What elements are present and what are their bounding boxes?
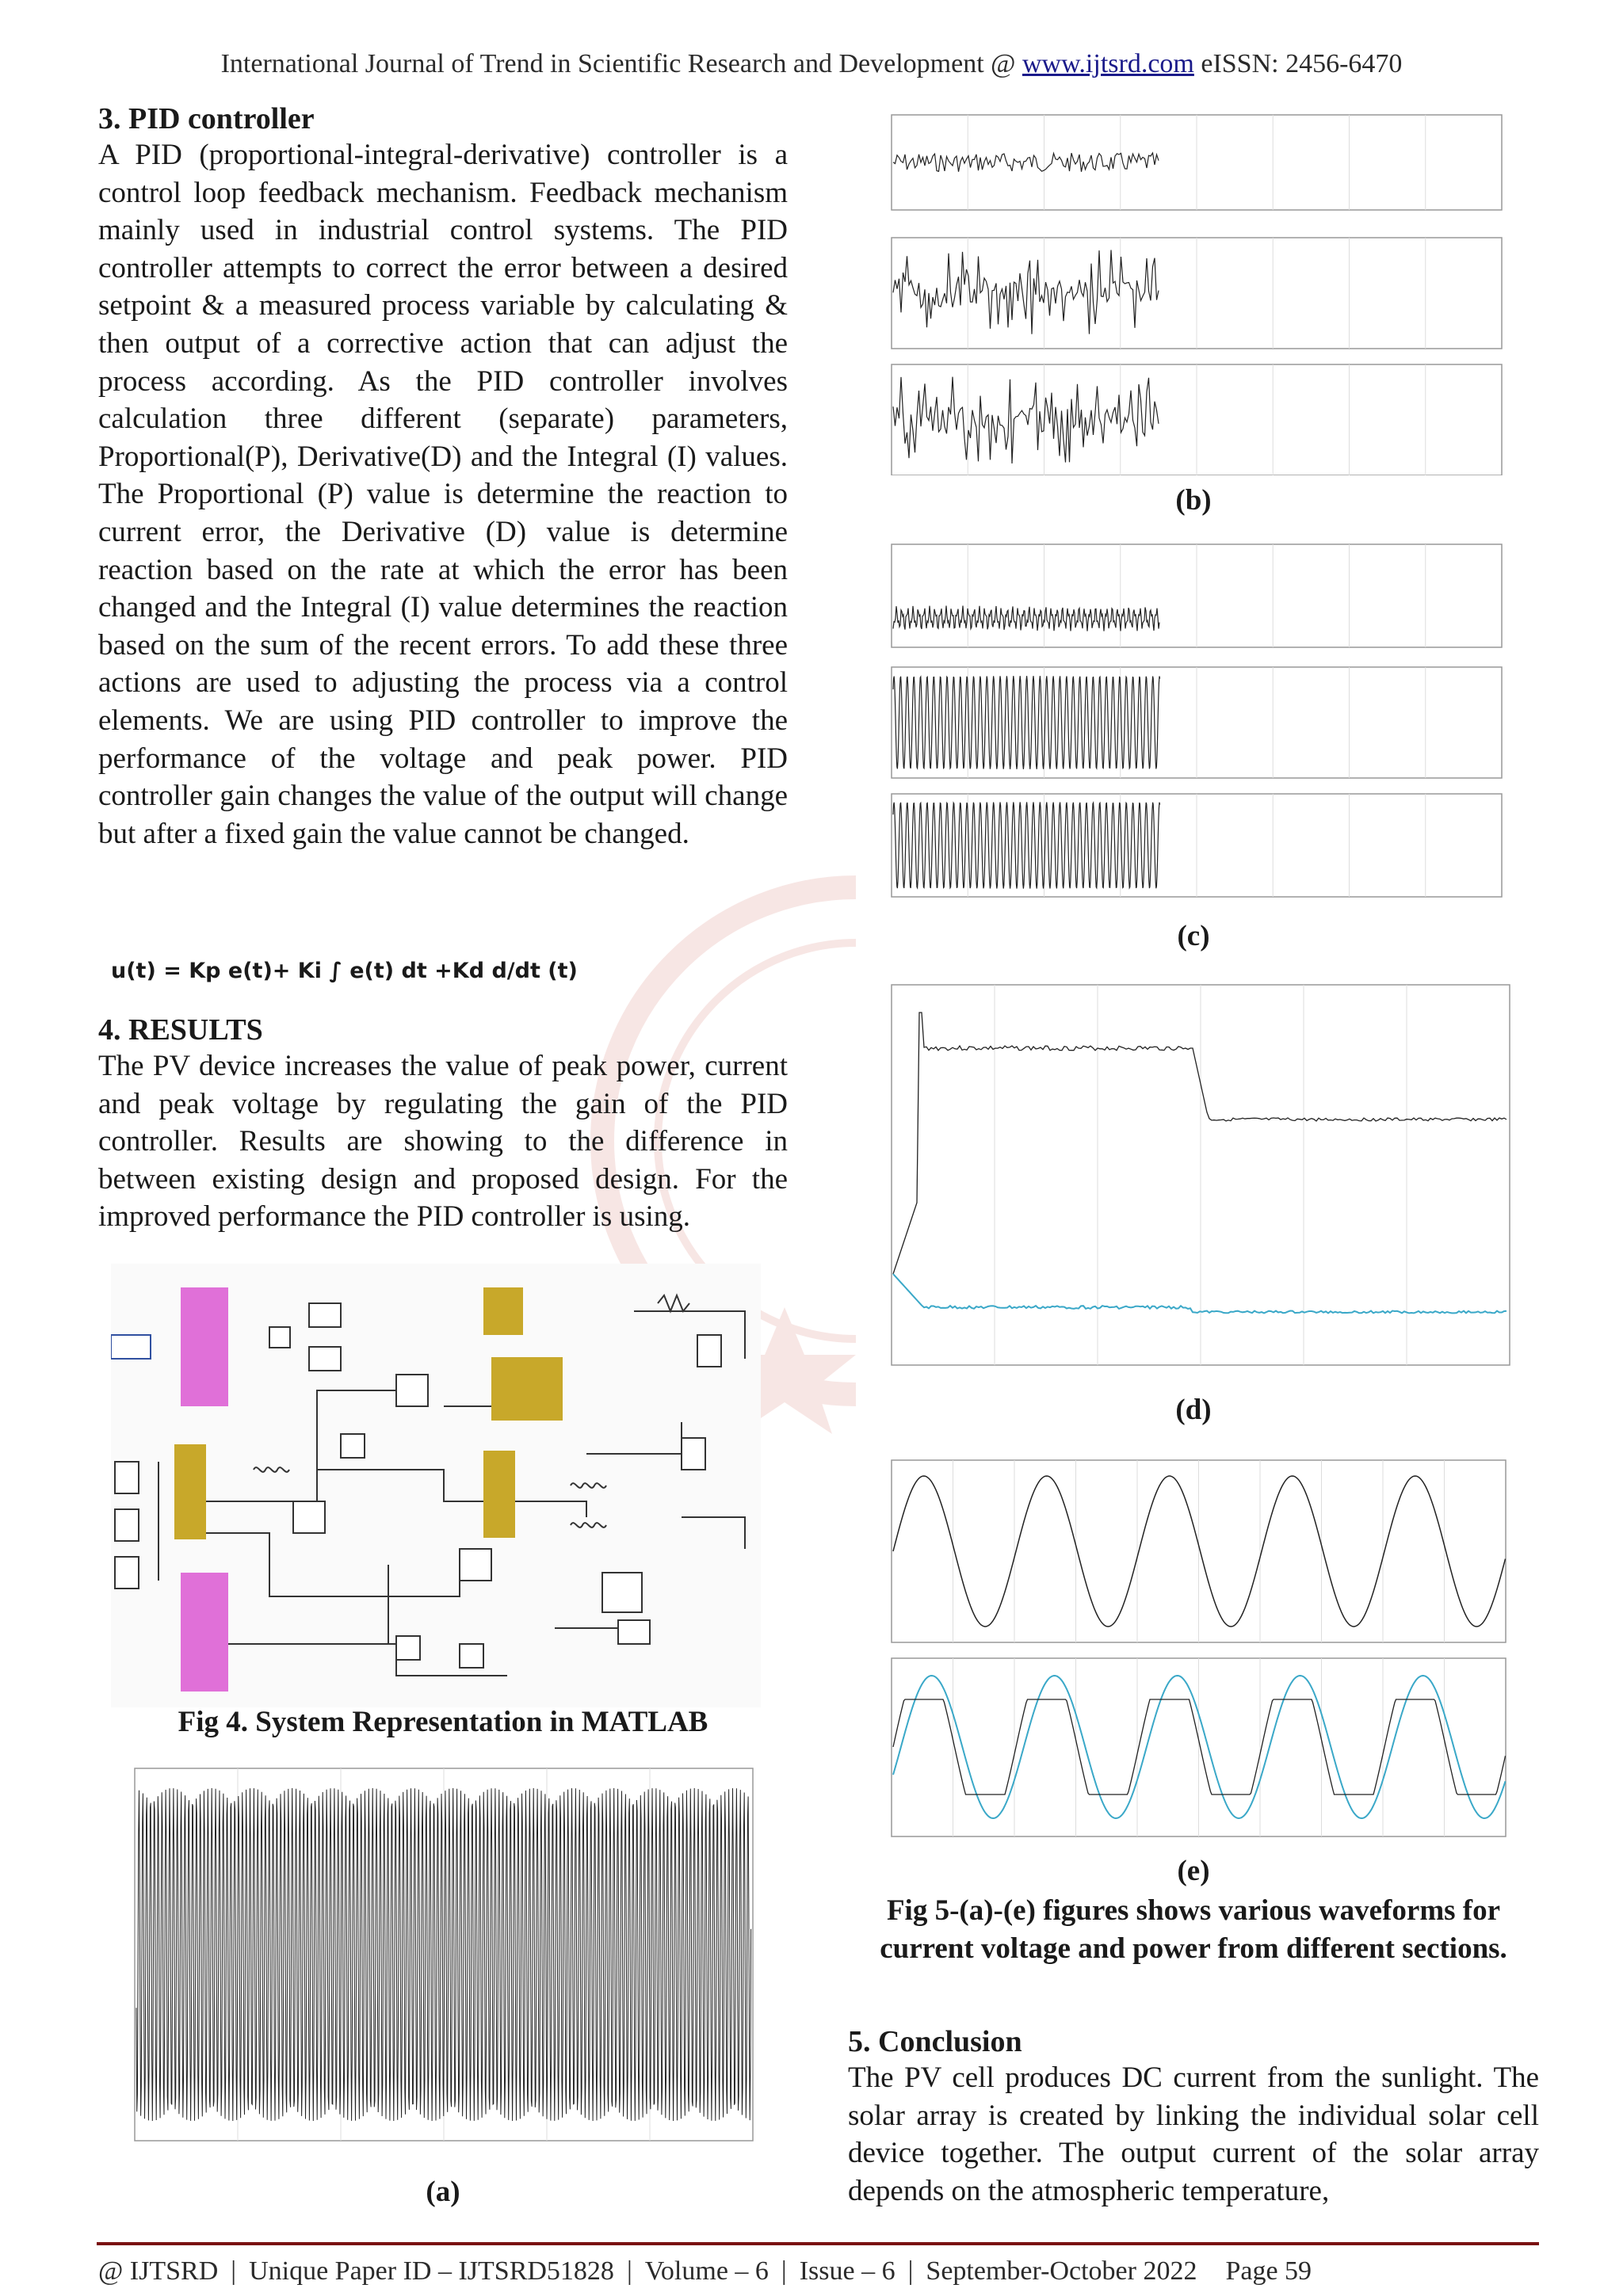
fig5a-waveform [119,1760,761,2161]
block-pid1-control1 [181,1573,228,1691]
formula-text: u(t) = Kp e(t)+ Ki ∫ e(t) dt +Kd d/dt (t) [111,959,578,983]
footer-journal: @ IJTSRD [98,2256,219,2286]
header-issn: eISSN: 2456-6470 [1193,49,1403,78]
fig5d-label: (d) [1175,1394,1212,1426]
section-5-body: The PV cell produces DC current from the sunlight. The solar array is created by linking the individual solar cell device together. The output current of the solar array depends on the atmospheric temperature, [848,2061,1539,2207]
running-footer: @ IJTSRD | Unique Paper ID – IJTSRD51828 | Volume – 6 | Issue – 6 | September-October 2022 Page 59 [98,2256,1312,2286]
section-4-body: The PV device increases the value of peak power, current and peak voltage by regulating the gain of the PID controller. Results are showing to the difference in between existing design and proposed design. For the improved performance the PID controller is using. [98,1050,788,1234]
header-website-link[interactable]: www.ijtsrd.com [1022,49,1194,78]
running-header [0,49,1623,79]
fig4-caption: Fig 4. System Representation in MATLAB [178,1706,708,1738]
footer-issue: Issue – 6 [799,2256,896,2286]
fig5e-label: (e) [1177,1855,1210,1887]
fig5c-label: (c) [1177,920,1210,952]
header-journal-text: International Journal of Trend in Scientific Research and Development @ [220,49,1022,78]
fig5b-waveforms [876,111,1510,475]
footer-rule [97,2242,1539,2245]
fig5d-waveforms [876,981,1518,1377]
fig5c-waveforms [876,540,1510,905]
block-boost [483,1451,515,1538]
fig4-simulink-diagram [111,1264,761,1707]
section-3-body: A PID (proportional-integral-derivative) controller is a control loop feedback mechanism. Feedback mechanism mainly used in industrial control systems. The PID controller attempts to correct the error between a desired setpoint & a measured process variable by calculating & then output of a corrective action that can adjust the process according. As the PID controller involves calculation three different (separate) parameters, Proportional(P), Derivative(D) and the Integral (I) values. The Proportional (P) value is determine the reaction to current error, the Derivative (D) value is determine reaction based on the rate at which the error has been changed and the Integral (I) value determines the reaction based on the sum of the recent errors. To add these three actions are used to adjusting the process via a control elements. We are using PID controller to improve the performance of the voltage and peak power. PID controller gain changes the value of the output will change but after a fixed gain the value cannot be changed. [98,139,788,850]
section-4-title: 4. RESULTS [98,1013,263,1047]
section-3-pid-controller [98,101,788,852]
block-discrete [111,1335,151,1359]
footer-paper-id: Unique Paper ID – IJTSRD51828 [249,2256,614,2286]
block-pv-array1 [174,1444,206,1539]
block-pll1 [483,1287,523,1335]
fig5-caption: Fig 5-(a)-(e) figures shows various waveforms for current voltage and power from different sections. [880,1894,1507,1965]
section-3-title: 3. PID controller [98,102,315,135]
pid-formula [111,959,578,983]
footer-date: September-October 2022 [926,2256,1197,2286]
footer-volume: Volume – 6 [644,2256,769,2286]
fig5a-label: (a) [426,2176,460,2208]
block-mppt1 [181,1287,228,1406]
footer-page: Page 59 [1225,2256,1312,2286]
fig5b-label: (b) [1175,484,1212,517]
fig5e-waveforms [876,1456,1510,1852]
section-5-title: 5. Conclusion [848,2025,1022,2058]
section-4-results [98,1013,788,1236]
section-5-conclusion [848,2024,1539,2210]
block-inverter1 [491,1357,563,1421]
